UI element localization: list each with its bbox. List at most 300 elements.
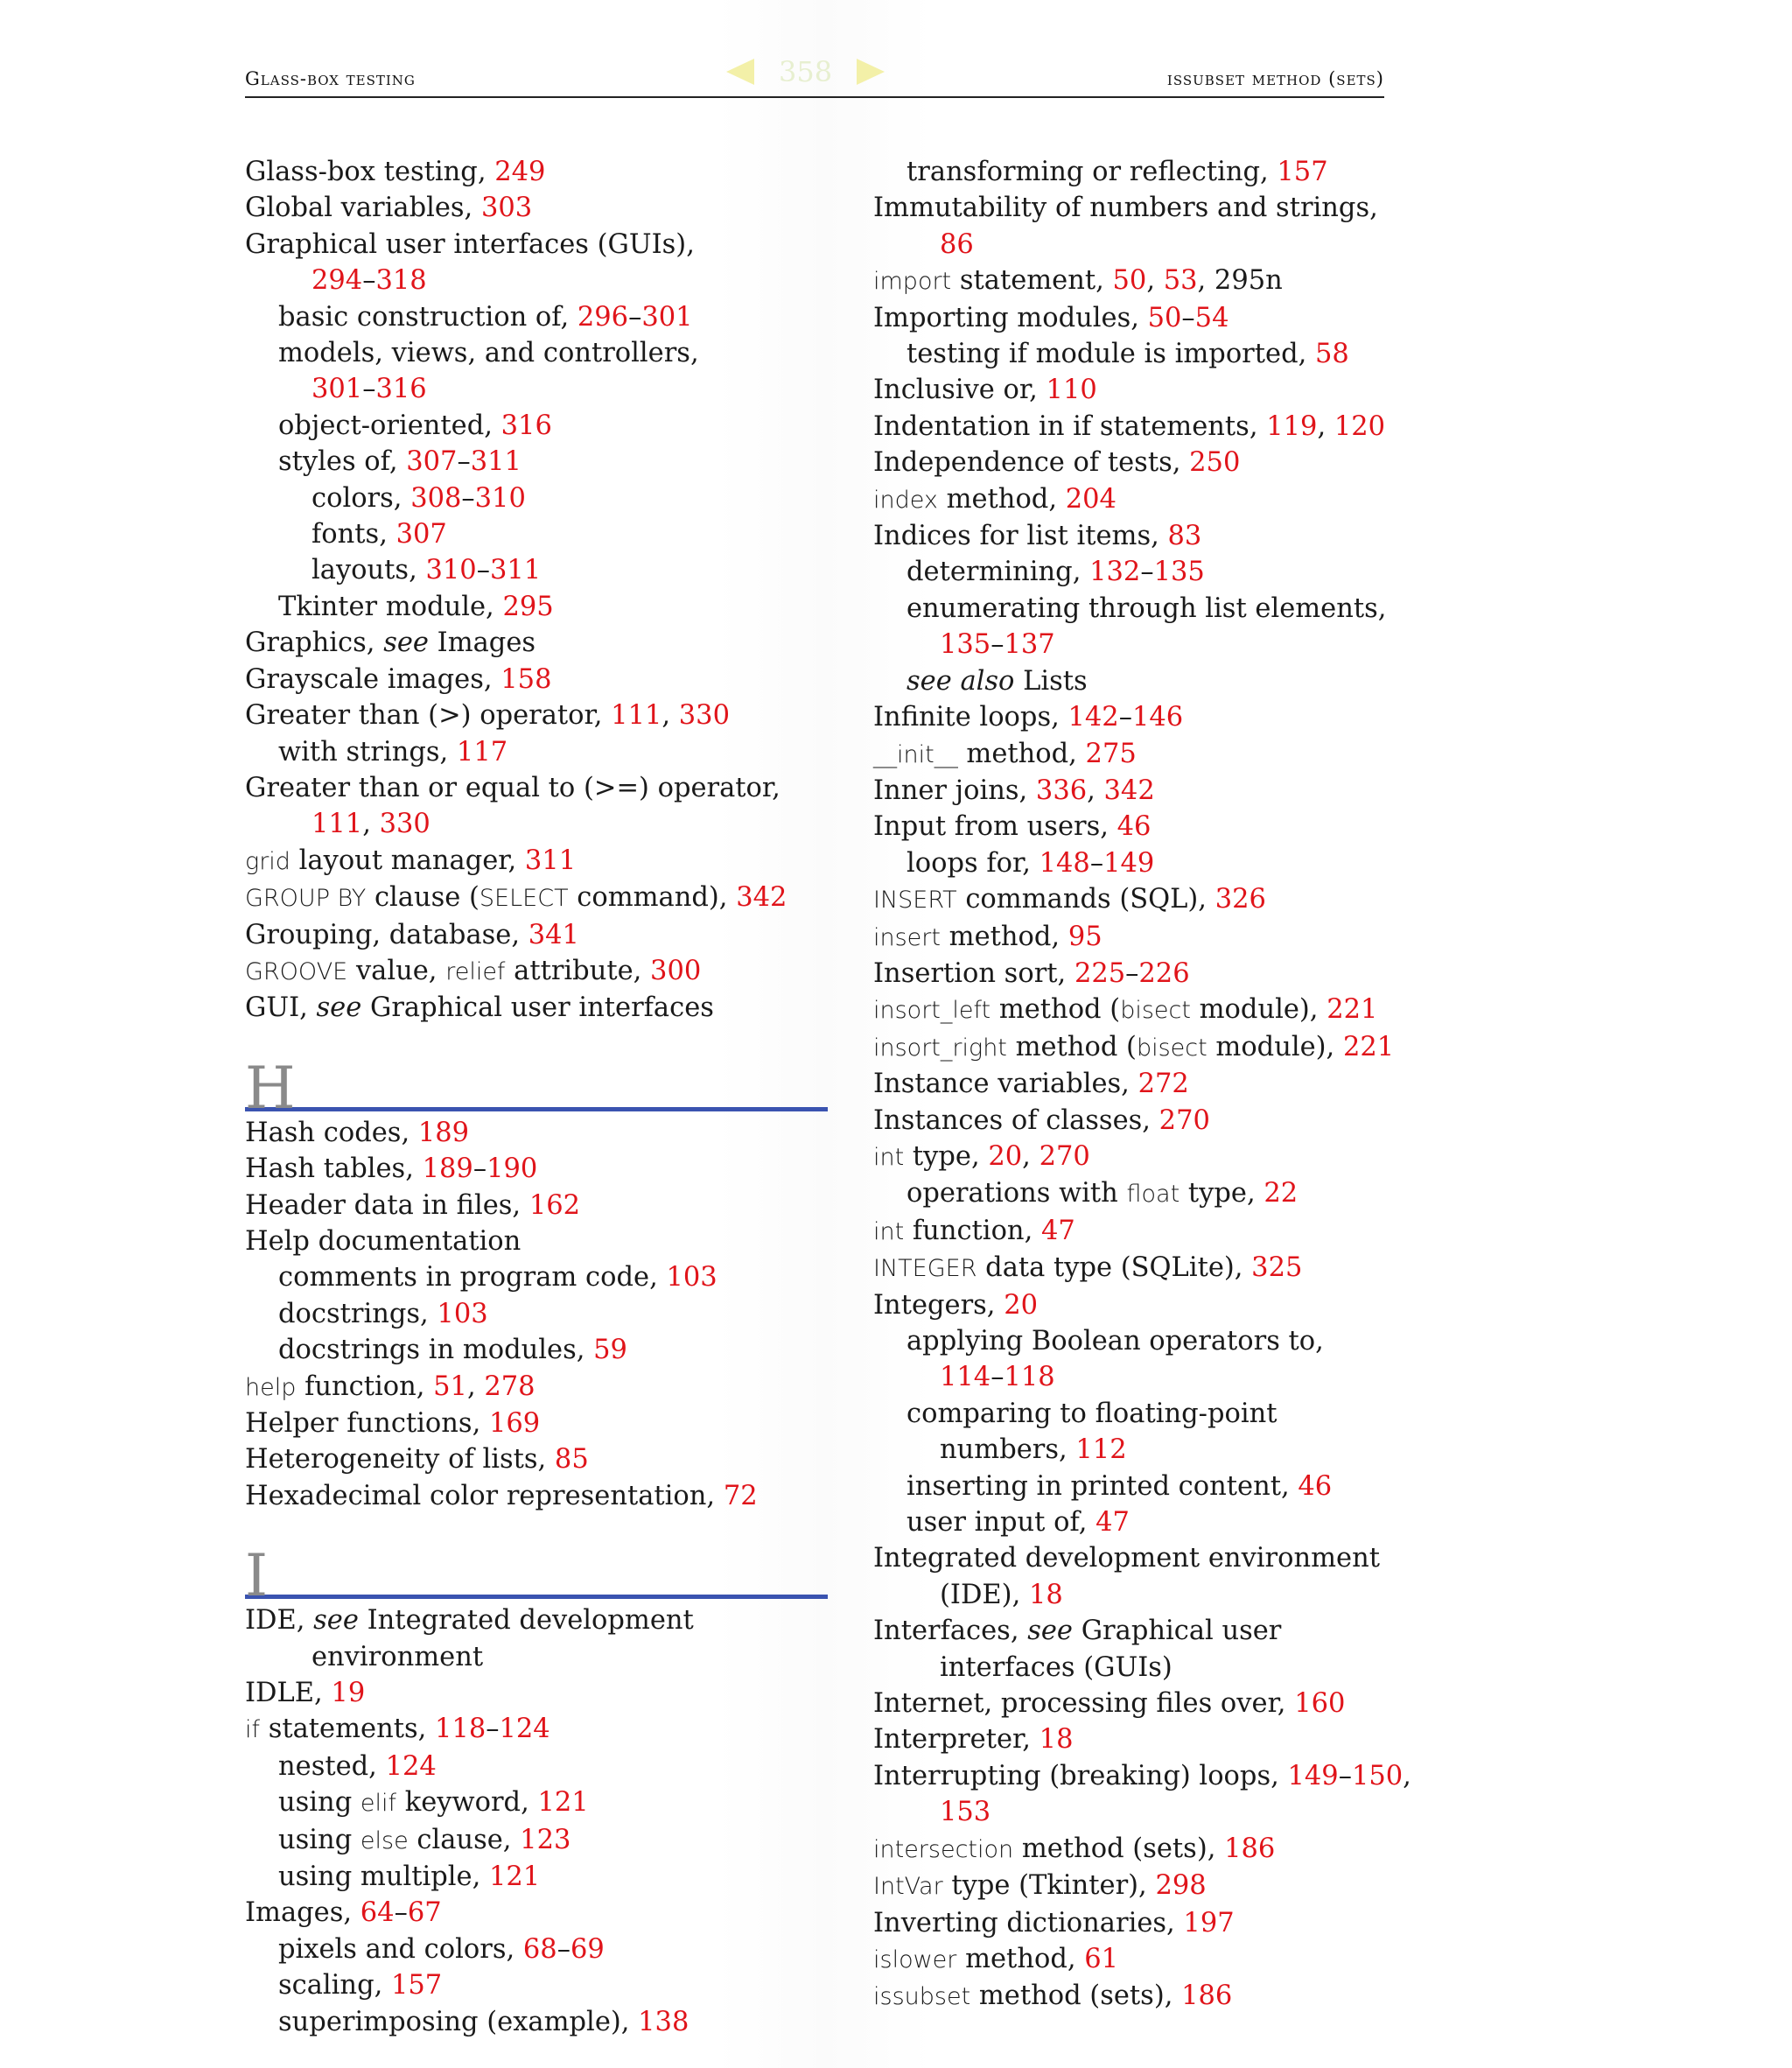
entry-text: Graphics, xyxy=(245,627,384,659)
entry-text: Integers, xyxy=(873,1289,1004,1321)
page-reference-link[interactable]: 59 xyxy=(593,1335,627,1366)
entry-text: Heterogeneity of lists, xyxy=(245,1444,555,1476)
page-reference-link[interactable]: 19 xyxy=(331,1678,366,1709)
page-reference-link[interactable]: 118 xyxy=(1004,1362,1055,1393)
page-reference-link[interactable]: 330 xyxy=(678,700,730,732)
index-subentry xyxy=(873,591,1416,663)
page-reference-link[interactable]: 112 xyxy=(1075,1434,1127,1466)
page-reference-link[interactable]: 46 xyxy=(1298,1470,1333,1502)
entry-text: Graphical user interfaces xyxy=(361,992,714,1024)
page-reference-link[interactable]: 316 xyxy=(500,410,552,441)
entry-text: Hash tables, xyxy=(245,1153,423,1185)
index-entry xyxy=(245,953,858,990)
entry-text: Greater than (>) operator, xyxy=(245,700,612,732)
entry-text: type, xyxy=(904,1140,989,1172)
entry-text: basic construction of, xyxy=(278,301,578,333)
index-entry xyxy=(873,1103,1416,1139)
index-subentry xyxy=(873,845,1416,881)
page-reference-link[interactable]: 307 xyxy=(396,519,447,550)
entry-text: – xyxy=(476,555,490,586)
index-entry xyxy=(873,1139,1416,1175)
entry-text: docstrings in modules, xyxy=(278,1335,594,1366)
index-subentry xyxy=(245,2004,858,2040)
page-reference-link[interactable]: 250 xyxy=(1189,447,1241,479)
page-reference-link[interactable]: 146 xyxy=(1131,702,1184,733)
code-term: IntVar xyxy=(873,1873,943,1901)
page-reference-link[interactable]: 275 xyxy=(1085,738,1137,769)
entry-text: with strings, xyxy=(278,736,457,768)
page-reference-link[interactable]: 149 xyxy=(1103,847,1155,879)
index-entry xyxy=(245,1711,858,1748)
page-navigator xyxy=(726,53,885,91)
index-entry xyxy=(873,1287,1416,1323)
page-reference-link[interactable]: 95 xyxy=(1068,921,1102,952)
index-subentry xyxy=(245,1259,858,1295)
page-reference-link[interactable]: 270 xyxy=(1158,1104,1210,1136)
cross-reference-term: see xyxy=(383,627,429,659)
code-term: INSERT xyxy=(873,887,957,915)
entry-text: Graphical user interfaces (GUIs), xyxy=(245,228,695,260)
entry-text: – xyxy=(472,1153,487,1185)
index-entry xyxy=(873,1213,1416,1250)
page-reference-link[interactable]: 20 xyxy=(1004,1289,1039,1321)
page-reference-link[interactable]: 296 xyxy=(577,301,629,333)
page-reference-link[interactable]: 67 xyxy=(407,1897,442,1929)
code-term: insert xyxy=(873,923,941,951)
index-entry xyxy=(873,809,1416,845)
entry-text: method (sets), xyxy=(1013,1833,1225,1864)
index-subentry xyxy=(245,734,858,770)
entry-continuation-line xyxy=(906,627,1416,662)
page-reference-link[interactable]: 189 xyxy=(417,1117,470,1148)
page-reference-link[interactable]: 138 xyxy=(638,2006,690,2037)
entry-text: determining, xyxy=(906,557,1090,588)
index-subentry xyxy=(245,552,858,588)
page-reference-link[interactable]: 169 xyxy=(488,1408,541,1439)
page-reference-link[interactable]: 20 xyxy=(988,1140,1023,1172)
entry-text: – xyxy=(362,374,376,405)
entry-text: , xyxy=(362,809,380,840)
code-term: GROOVE xyxy=(245,957,348,985)
index-subentry xyxy=(873,154,1416,190)
page-reference-link[interactable]: 272 xyxy=(1138,1069,1189,1100)
entry-text: Interpreter, xyxy=(873,1724,1040,1756)
page-reference-link[interactable]: 342 xyxy=(1103,775,1155,806)
entry-text: IDE, xyxy=(245,1605,314,1637)
entry-text: – xyxy=(1118,702,1132,733)
index-subentry xyxy=(245,444,858,480)
entry-text: loops for, xyxy=(906,847,1040,879)
entry-text: , xyxy=(1403,1760,1411,1791)
code-term: GROUP BY xyxy=(245,885,367,913)
entry-text: – xyxy=(461,482,475,514)
page-reference-link[interactable]: 221 xyxy=(1326,994,1378,1026)
left-index-column xyxy=(245,154,858,2040)
index-entry xyxy=(245,1369,858,1406)
section-letter-heading xyxy=(245,1049,828,1122)
page-reference-link[interactable]: 330 xyxy=(379,809,430,840)
page-reference-link[interactable]: 204 xyxy=(1065,483,1116,515)
index-subentry xyxy=(245,1332,858,1368)
code-term: relief xyxy=(445,957,506,985)
entry-continuation-line xyxy=(906,1359,1416,1395)
entry-text: Instances of classes, xyxy=(873,1104,1159,1136)
entry-text: – xyxy=(394,1897,408,1929)
entry-text: Internet, processing files over, xyxy=(873,1688,1295,1720)
index-entry xyxy=(245,1406,858,1441)
index-entry xyxy=(245,1441,858,1477)
page-reference-link[interactable]: 326 xyxy=(1214,884,1266,915)
entry-continuation-line xyxy=(873,1650,1416,1686)
index-entry xyxy=(873,1686,1416,1721)
entry-text: method ( xyxy=(990,994,1121,1026)
page-reference-link[interactable]: 135 xyxy=(940,629,991,661)
entry-text: applying Boolean operators to, xyxy=(906,1326,1324,1356)
page-reference-link[interactable]: 298 xyxy=(1155,1870,1207,1902)
page-reference-link[interactable]: 85 xyxy=(554,1444,589,1476)
page-reference-link[interactable]: 47 xyxy=(1040,1215,1075,1246)
entry-text: Importing modules, xyxy=(873,302,1148,333)
page-reference-link[interactable]: 186 xyxy=(1181,1980,1233,2012)
page-reference-link[interactable]: 153 xyxy=(940,1797,991,1828)
entry-text: Grouping, database, xyxy=(245,919,528,950)
page-reference-link[interactable]: 114 xyxy=(940,1362,991,1393)
page-reference-link[interactable]: 301 xyxy=(312,374,363,405)
index-entry xyxy=(873,263,1416,299)
code-term: if xyxy=(245,1716,261,1744)
page-reference-link[interactable]: 295 xyxy=(502,591,554,622)
index-entry xyxy=(873,1831,1416,1868)
page-reference-link[interactable]: 160 xyxy=(1294,1688,1346,1720)
page-reference-link[interactable]: 303 xyxy=(480,193,533,224)
page-reference-link[interactable]: 124 xyxy=(385,1750,437,1782)
page-reference-link[interactable]: 111 xyxy=(611,700,662,732)
index-entry xyxy=(245,1602,858,1675)
entry-text: comparing to floating-point xyxy=(906,1398,1278,1429)
entry-text: Insertion sort, xyxy=(873,957,1074,989)
page-reference-link[interactable]: 50 xyxy=(1112,265,1147,297)
right-index-column xyxy=(873,154,1416,2015)
entry-text: comments in program code, xyxy=(278,1262,667,1293)
entry-text: , xyxy=(1317,410,1334,442)
page-reference-link[interactable]: 301 xyxy=(641,301,693,333)
section-letter: H xyxy=(245,1054,296,1122)
code-term: SELECT xyxy=(479,885,569,913)
index-subentry xyxy=(245,1859,858,1895)
entry-text: , xyxy=(1087,775,1104,806)
code-term: __init__ xyxy=(873,740,958,768)
page-reference-link[interactable]: 342 xyxy=(736,882,788,914)
index-entry xyxy=(873,409,1416,445)
entry-text: method, xyxy=(956,1943,1085,1974)
page-reference-link[interactable]: 308 xyxy=(410,482,462,514)
entry-text: Indentation in if statements, xyxy=(873,410,1267,442)
page-reference-link[interactable]: 300 xyxy=(650,955,702,986)
page-reference-link[interactable]: 111 xyxy=(312,809,363,840)
code-term: float xyxy=(1126,1181,1180,1209)
entry-text: Helper functions, xyxy=(245,1408,489,1439)
entry-text: Indices for list items, xyxy=(873,521,1168,552)
entry-text: layout manager, xyxy=(290,845,525,876)
entry-text: docstrings, xyxy=(278,1298,438,1329)
entry-text: nested, xyxy=(278,1750,386,1782)
page-reference-link[interactable]: 121 xyxy=(537,1787,589,1819)
index-subentry xyxy=(873,1469,1416,1504)
page-reference-link[interactable]: 64 xyxy=(360,1897,395,1929)
page-reference-link[interactable]: 325 xyxy=(1251,1252,1303,1284)
page-reference-link[interactable]: 310 xyxy=(425,555,477,586)
page-reference-link[interactable]: 157 xyxy=(1277,157,1328,187)
entry-text: using multiple, xyxy=(278,1861,489,1893)
code-term: grid xyxy=(245,847,290,875)
entry-text: Header data in files, xyxy=(245,1189,529,1221)
entry-text: fonts, xyxy=(312,519,396,550)
entry-text: function, xyxy=(296,1370,434,1402)
index-entry xyxy=(245,662,858,698)
index-subentry xyxy=(245,335,858,408)
code-term: bisect xyxy=(1136,1034,1208,1062)
page-reference-link[interactable]: 53 xyxy=(1163,265,1198,297)
index-entry xyxy=(873,1540,1416,1613)
entry-text: attribute, xyxy=(505,955,651,986)
entry-text: operations with xyxy=(906,1178,1127,1209)
entry-text: statements, xyxy=(260,1714,436,1745)
page-reference-link[interactable]: 123 xyxy=(520,1824,571,1855)
page-reference-link[interactable]: 150 xyxy=(1351,1760,1404,1791)
entry-text: colors, xyxy=(312,482,411,514)
page-reference-link[interactable]: 117 xyxy=(456,736,508,768)
index-subentry xyxy=(245,1784,858,1821)
page-reference-link[interactable]: 311 xyxy=(489,555,542,586)
code-term: issubset xyxy=(873,1983,971,2011)
entry-text: Global variables, xyxy=(245,193,481,224)
entry-text: GUI, xyxy=(245,992,317,1024)
page-reference-link[interactable]: 225 xyxy=(1074,957,1126,989)
cross-reference-term: see also xyxy=(906,665,1015,697)
entry-text: method ( xyxy=(1006,1031,1137,1062)
page-reference-link[interactable]: 124 xyxy=(499,1714,550,1745)
section-letter-heading xyxy=(245,1537,828,1610)
entry-text: object-oriented, xyxy=(278,410,501,441)
entry-text: – xyxy=(990,629,1004,661)
page-reference-link[interactable]: 190 xyxy=(486,1153,538,1185)
page-reference-link[interactable]: 318 xyxy=(375,265,427,297)
entry-text: Graphical user xyxy=(1073,1616,1282,1647)
code-term: else xyxy=(360,1826,409,1854)
index-entry xyxy=(245,990,858,1026)
page-reference-link[interactable]: 336 xyxy=(1035,775,1088,806)
entry-continuation-line xyxy=(906,1432,1416,1468)
entry-text: environment xyxy=(312,1641,484,1672)
page-reference-link[interactable]: 278 xyxy=(484,1370,536,1402)
index-entry xyxy=(873,1905,1416,1941)
entry-text: scaling, xyxy=(278,1970,391,2001)
page-reference-link[interactable]: 119 xyxy=(1266,410,1318,442)
entry-text: – xyxy=(1125,957,1139,989)
page-reference-link[interactable]: 61 xyxy=(1084,1943,1119,1974)
entry-text: Images, xyxy=(245,1897,360,1929)
index-entry xyxy=(245,1895,858,1931)
page-reference-link[interactable]: 69 xyxy=(570,1933,605,1965)
page-reference-link[interactable]: 50 xyxy=(1147,302,1182,333)
entry-text: type (Tkinter), xyxy=(942,1870,1156,1902)
page-reference-link[interactable]: 58 xyxy=(1315,339,1349,370)
code-term: elif xyxy=(360,1790,397,1818)
page-reference-link[interactable]: 149 xyxy=(1287,1760,1339,1791)
index-entry xyxy=(245,1675,858,1711)
entry-continuation-line xyxy=(873,1794,1416,1830)
page-reference-link[interactable]: 311 xyxy=(470,446,522,478)
page-reference-link[interactable]: 83 xyxy=(1167,521,1202,552)
entry-text: Instance variables, xyxy=(873,1069,1138,1100)
entry-text: , xyxy=(466,1370,485,1402)
entry-continuation-line xyxy=(873,1577,1416,1613)
index-entry xyxy=(245,770,858,843)
entry-text: method, xyxy=(937,483,1066,515)
entry-text: – xyxy=(362,265,376,297)
entry-text: Input from users, xyxy=(873,811,1117,843)
page-reference-link[interactable]: 307 xyxy=(406,446,458,478)
index-entry xyxy=(245,625,858,661)
page-reference-link[interactable]: 132 xyxy=(1089,557,1141,588)
entry-text: IDLE, xyxy=(245,1678,332,1709)
entry-text: – xyxy=(1089,847,1104,879)
index-entry xyxy=(873,1758,1416,1831)
code-term: INTEGER xyxy=(873,1255,977,1283)
code-term: islower xyxy=(873,1945,957,1973)
index-entry xyxy=(245,227,858,299)
page-reference-link[interactable]: 316 xyxy=(375,374,427,405)
index-subentry xyxy=(873,1396,1416,1469)
entry-text: – xyxy=(457,446,471,478)
entry-text: using xyxy=(278,1787,360,1819)
page-reference-link[interactable]: 226 xyxy=(1138,957,1190,989)
page-reference-link[interactable]: 68 xyxy=(522,1933,557,1965)
page-reference-link[interactable]: 270 xyxy=(1039,1140,1090,1172)
previous-page-arrow-icon[interactable] xyxy=(726,59,754,85)
page-reference-link[interactable]: 157 xyxy=(391,1970,443,2001)
index-subentry xyxy=(873,336,1416,372)
page-reference-link[interactable]: 103 xyxy=(437,1298,488,1329)
index-subentry xyxy=(245,1749,858,1784)
entry-text: , xyxy=(662,700,679,732)
entry-text: Hash codes, xyxy=(245,1117,418,1148)
index-subentry xyxy=(873,1175,1416,1212)
page-reference-link[interactable]: 294 xyxy=(312,265,363,297)
entry-text: type, xyxy=(1180,1178,1264,1209)
index-entry xyxy=(873,1066,1416,1102)
page-number: 358 xyxy=(779,55,833,88)
index-entry xyxy=(245,843,858,880)
page-reference-link[interactable]: 18 xyxy=(1028,1579,1063,1610)
page-reference-link[interactable]: 311 xyxy=(524,845,577,876)
index-entry xyxy=(873,881,1416,918)
page-reference-link[interactable]: 135 xyxy=(1153,557,1205,588)
cross-reference-term: see xyxy=(1027,1616,1073,1647)
index-entry xyxy=(873,699,1416,735)
index-subentry xyxy=(245,516,858,552)
entry-text: models, views, and controllers, xyxy=(278,338,699,369)
code-term: int xyxy=(873,1143,905,1171)
entry-text: value, xyxy=(347,955,446,986)
entry-text: transforming or reflecting, xyxy=(906,157,1278,187)
entry-text: Integrated development xyxy=(358,1605,694,1637)
entry-text: numbers, xyxy=(940,1434,1076,1466)
page-reference-link[interactable]: 103 xyxy=(666,1262,718,1293)
index-entry xyxy=(873,1250,1416,1286)
page-reference-link[interactable]: 110 xyxy=(1046,375,1097,406)
page-reference-link[interactable]: 137 xyxy=(1004,629,1055,661)
entry-text: using xyxy=(278,1824,360,1855)
page-reference-link[interactable]: 148 xyxy=(1039,847,1090,879)
entry-text: clause, xyxy=(408,1824,521,1855)
code-term: index xyxy=(873,486,938,514)
page-reference-link[interactable]: 18 xyxy=(1039,1724,1074,1756)
page-reference-link[interactable]: 118 xyxy=(435,1714,486,1745)
page-reference-link[interactable]: 249 xyxy=(494,157,546,187)
page-reference-link[interactable]: 158 xyxy=(500,663,552,695)
page-reference-link[interactable]: 86 xyxy=(940,228,974,260)
code-term: insort_right xyxy=(873,1034,1007,1062)
code-term: help xyxy=(245,1373,297,1401)
index-subentry xyxy=(873,663,1416,699)
index-subentry xyxy=(245,589,858,625)
entry-text: command), xyxy=(568,882,737,914)
page-reference-link[interactable]: 120 xyxy=(1334,410,1386,442)
page-reference-link[interactable]: 142 xyxy=(1068,702,1119,733)
entry-text: layouts, xyxy=(312,555,426,586)
page-reference-link[interactable]: 186 xyxy=(1224,1833,1276,1864)
entry-text: Lists xyxy=(1014,665,1088,697)
index-entry xyxy=(873,1941,1416,1978)
entry-text: module), xyxy=(1207,1031,1343,1062)
page-reference-link[interactable]: 162 xyxy=(528,1189,581,1221)
index-entry xyxy=(873,1029,1416,1066)
page-reference-link[interactable]: 341 xyxy=(528,919,579,950)
page-reference-link[interactable]: 310 xyxy=(474,482,526,514)
page-reference-link[interactable]: 47 xyxy=(1096,1507,1130,1539)
entry-text: , xyxy=(1022,1140,1040,1172)
entry-text: statement, xyxy=(951,265,1113,297)
entry-text: inserting in printed content, xyxy=(906,1470,1298,1502)
page-reference-link[interactable]: 197 xyxy=(1183,1907,1235,1938)
page-reference-link[interactable]: 51 xyxy=(433,1370,467,1402)
entry-text: keyword, xyxy=(396,1787,538,1819)
page-reference-link[interactable]: 22 xyxy=(1264,1178,1298,1209)
index-entry xyxy=(245,1478,858,1514)
header-left-guide-word: Glass-box testing xyxy=(245,68,416,89)
index-entry xyxy=(873,773,1416,809)
index-entry xyxy=(245,698,858,733)
entry-text: Tkinter module, xyxy=(278,591,503,622)
entry-text: Interrupting (breaking) loops, xyxy=(873,1760,1288,1791)
page-reference-link[interactable]: 221 xyxy=(1342,1031,1395,1062)
page-reference-link[interactable]: 189 xyxy=(422,1153,473,1185)
next-page-arrow-icon[interactable] xyxy=(857,59,885,85)
index-entry xyxy=(245,1188,858,1223)
page-reference-link[interactable]: 54 xyxy=(1194,302,1229,333)
page-reference-link[interactable]: 121 xyxy=(488,1861,541,1893)
index-subentry xyxy=(245,1967,858,2003)
index-entry xyxy=(873,300,1416,336)
index-entry xyxy=(245,917,858,953)
entry-text: commands (SQL), xyxy=(956,884,1215,915)
entry-text: Immutability of numbers and strings, xyxy=(873,193,1378,224)
index-entry xyxy=(245,1223,858,1259)
page-reference-link[interactable]: 46 xyxy=(1116,811,1152,843)
index-entry xyxy=(245,880,858,916)
page-reference-link[interactable]: 72 xyxy=(723,1480,758,1511)
